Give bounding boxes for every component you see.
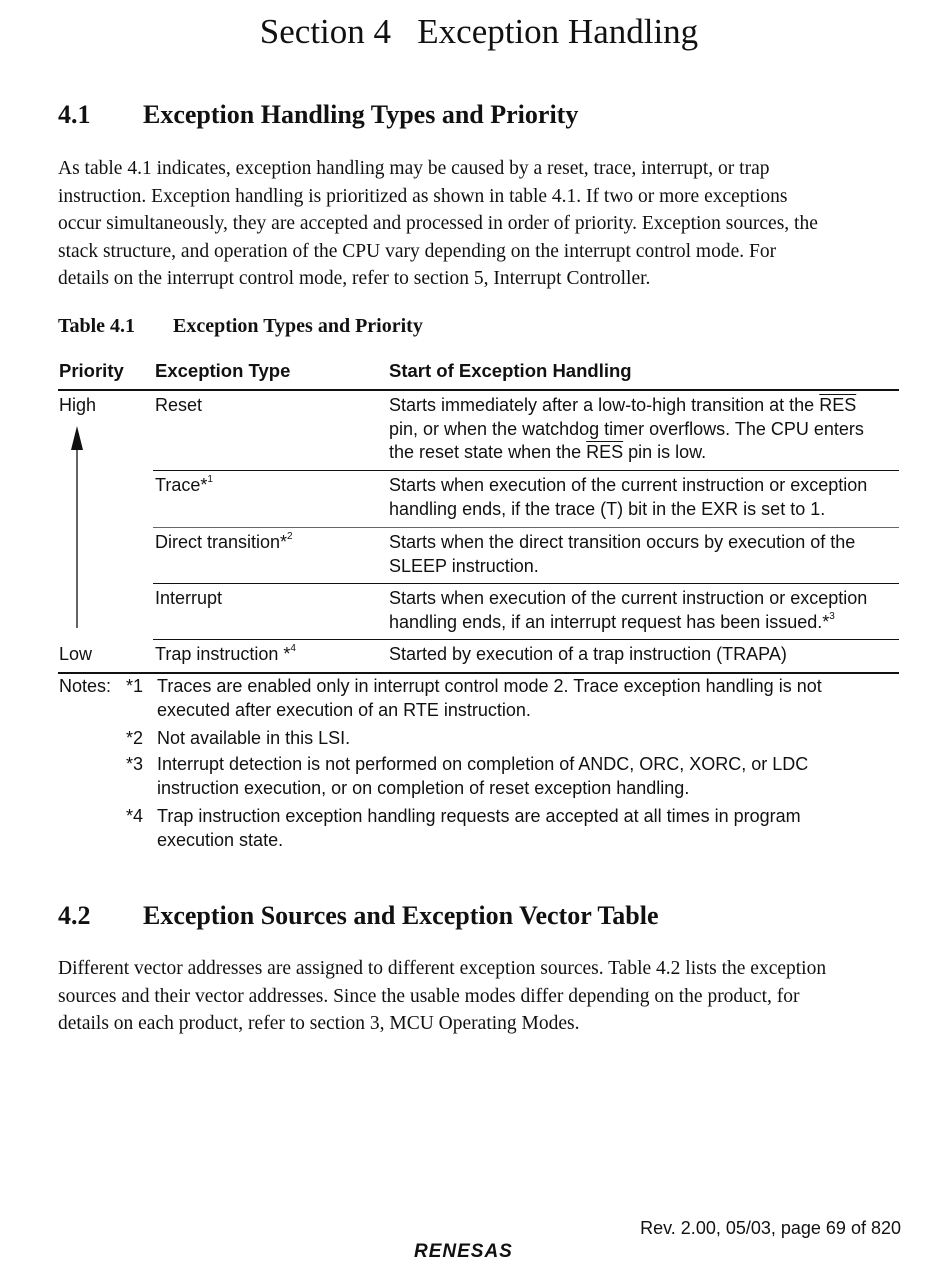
section-4-1-number: 4.1: [58, 100, 91, 129]
table-row-trap-start: Started by execution of a trap instruction (TRAPA): [389, 644, 787, 664]
row-divider: [153, 583, 899, 584]
page-footer: Rev. 2.00, 05/03, page 69 of 820: [640, 1218, 901, 1238]
header-exception-type: Exception Type: [155, 360, 291, 381]
note-mark: *1: [126, 676, 144, 696]
priority-arrow-icon: [68, 424, 88, 630]
note-mark: *3: [126, 754, 144, 774]
note-text: Traces are enabled only in interrupt control mode 2. Trace exception handling is not executed after execution of an RTE instruction.: [157, 676, 822, 720]
note-mark: *4: [126, 806, 144, 826]
res-signal: $\overline{RES}$: [819, 395, 857, 415]
header-start-of-handling: Start of Exception Handling: [389, 360, 632, 381]
table-row-interrupt-start: Starts when execution of the current instruction or exception handling ends, if an interrupt request has been issued.*$^3$: [389, 588, 868, 632]
table-top-rule: [58, 389, 899, 391]
note-text: Interrupt detection is not performed on completion of ANDC, ORC, XORC, or LDC instruction execution, or on completion of reset exception handling.: [157, 754, 809, 798]
notes-label: Notes:: [59, 676, 112, 696]
table-bottom-rule: [58, 672, 899, 674]
table-row-reset-start: Starts immediately after a low-to-high transition at the $\overline{RES}$ pin, or when the watchdog timer overflows. The CPU enters the reset state when the $\overline{RES}$ pin is low.: [389, 395, 864, 462]
priority-low: Low: [59, 644, 93, 664]
table-row-trap-type: Trap instruction *$^4$: [155, 643, 296, 664]
table-row-trace-start: Starts when execution of the current instruction or exception handling ends, if the trace (T) bit in the EXR is set to 1.: [389, 475, 868, 519]
section-4-2-title: Exception Sources and Exception Vector Table: [143, 901, 659, 930]
row-divider: [153, 470, 899, 471]
note-text: Not available in this LSI.: [157, 728, 351, 748]
table-caption-number: Table 4.1: [58, 315, 136, 337]
section-title: Section 4 Exception Handling: [259, 12, 699, 51]
table-caption-title: Exception Types and Priority: [173, 315, 423, 337]
header-priority: Priority: [59, 360, 124, 381]
note-mark: *2: [126, 728, 144, 748]
section-4-1-title: Exception Handling Types and Priority: [143, 100, 579, 129]
renesas-logo: RENESAS: [414, 1241, 513, 1262]
row-divider: [153, 527, 899, 528]
table-row-reset-type: Reset: [155, 395, 203, 415]
table-row-direct-transition-type: Direct transition*$^2$: [155, 531, 293, 552]
priority-high: High: [59, 395, 97, 415]
section-4-2-paragraph: Different vector addresses are assigned to different exception sources. Table 4.2 lists the exception sources and their vector addresses. Since the usable modes differ depending on the product, for details on each product, refer to section 3, MCU Operating Modes.: [58, 958, 827, 1034]
table-row-trace-type: Trace*$^1$: [155, 474, 213, 495]
section-4-1-paragraph: As table 4.1 indicates, exception handling may be caused by a reset, trace, interrupt, or trap instruction. Exception handling is prioritized as shown in table 4.1. If two or more exceptions occur simultaneously, they are accepted and processed in order of priority. Exception sources, the stack structure, and operation of the CPU vary depending on the interrupt control mode. For details on the interrupt control mode, refer to section 5, Interrupt Controller.: [58, 158, 818, 289]
table-row-direct-transition-start: Starts when the direct transition occurs by execution of the SLEEP instruction.: [389, 532, 856, 576]
row-divider: [153, 639, 899, 640]
note-text: Trap instruction exception handling requests are accepted at all times in program execution state.: [157, 806, 801, 850]
table-row-interrupt-type: Interrupt: [155, 588, 223, 608]
section-4-2-number: 4.2: [58, 901, 91, 930]
res-signal: $\overline{RES}$: [586, 442, 624, 462]
